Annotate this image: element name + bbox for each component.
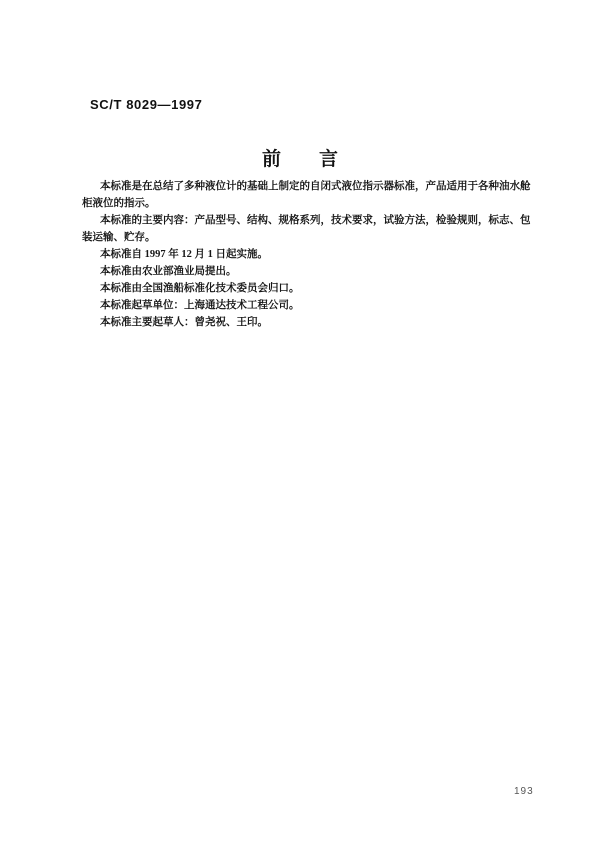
foreword-title: 前 言: [261, 149, 338, 170]
standard-code: SC/T 8029—1997: [90, 97, 203, 112]
foreword-body: [82, 178, 540, 331]
page-number: 193: [514, 786, 534, 797]
foreword-paragraph-drafting-unit: 本标准起草单位：上海通达技术工程公司。: [100, 300, 300, 311]
foreword-paragraph-contents: 本标准的主要内容：产品型号、结构、规格系列，技术要求，试验方法，检验规则，标志、包装运输、贮存。: [82, 215, 531, 243]
foreword-paragraph-scope: 本标准是在总结了多种液位计的基础上制定的自闭式液位指示器标准，产品适用于各种油水舱柜液位的指示。: [82, 181, 531, 209]
foreword-paragraph-effective-date: 本标准自 1997 年 12 月 1 日起实施。: [100, 249, 268, 260]
foreword-paragraph-proposed-by: 本标准由农业部渔业局提出。: [100, 266, 237, 277]
foreword-paragraph-drafters: 本标准主要起草人：曾尧祝、王印。: [100, 317, 268, 328]
foreword-paragraph-centralized-by: 本标准由全国渔船标准化技术委员会归口。: [100, 283, 300, 294]
